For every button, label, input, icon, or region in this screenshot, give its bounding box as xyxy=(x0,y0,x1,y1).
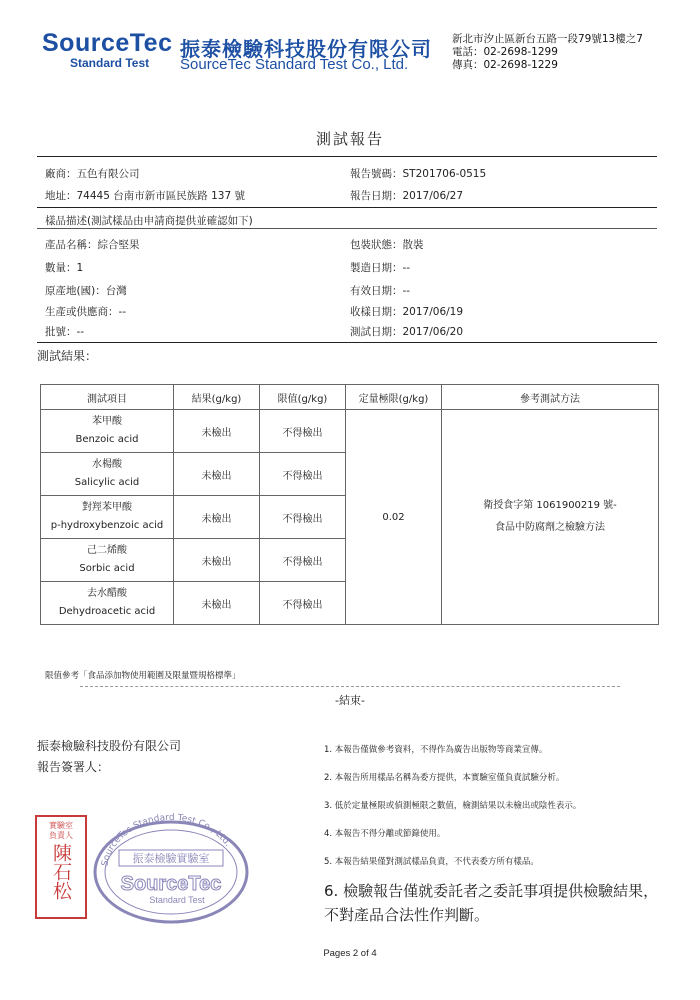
report-notes xyxy=(324,743,664,943)
personal-seal xyxy=(35,815,87,919)
test-item-zh: 對羥苯甲酸 xyxy=(82,502,132,513)
note-item: 5. 本報告結果僅對測試樣品負責，不代表委方所有樣品。 xyxy=(324,857,539,867)
limit-reference-footnote: 限值參考「食品添加物使用範圍及限量暨規格標準」 xyxy=(45,671,241,681)
company-address: 新北市汐止區新台五路一段79號13樓之7 xyxy=(452,33,643,45)
result-cell: 未檢出 xyxy=(174,453,260,496)
method-cell xyxy=(442,410,659,625)
result-cell: 未檢出 xyxy=(174,582,260,625)
manufacture-date: 製造日期：-- xyxy=(350,262,411,274)
note-item: 3. 低於定量極限或偵測極限之數值，檢測結果以未檢出或陰性表示。 xyxy=(324,801,582,811)
header-method: 參考測試方法 xyxy=(442,385,659,410)
company-name-en: SourceTec Standard Test Co., Ltd. xyxy=(180,56,409,73)
expiry-date: 有效日期：-- xyxy=(350,285,411,297)
note-item: 2. 本報告所用樣品名稱為委方提供，本實驗室僅負責試驗分析。 xyxy=(324,773,565,783)
test-item-en: Benzoic acid xyxy=(75,434,139,445)
manufacturer: 廠商：五色有限公司 xyxy=(45,168,140,180)
method-line-2: 食品中防腐劑之檢驗方法 xyxy=(495,522,605,533)
received-date: 收樣日期：2017/06/19 xyxy=(350,306,464,318)
quantity: 數量：1 xyxy=(45,262,84,274)
test-date: 測試日期：2017/06/20 xyxy=(350,326,464,338)
logo-sub-text: Standard Test xyxy=(70,56,150,70)
divider xyxy=(37,228,657,229)
loq-cell: 0.02 xyxy=(346,410,442,625)
product-name: 產品名稱：綜合堅果 xyxy=(45,239,140,251)
seal-name: 陳石松 xyxy=(50,843,72,900)
limit-cell: 不得檢出 xyxy=(260,496,346,539)
note-item: 4. 本報告不得分離或節錄使用。 xyxy=(324,829,446,839)
divider xyxy=(37,342,657,343)
method-line-1: 衛授食字第 1061900219 號- xyxy=(483,500,617,511)
company-stamp xyxy=(85,800,255,925)
report-date: 報告日期：2017/06/27 xyxy=(350,190,464,202)
test-item-en: Salicylic acid xyxy=(74,477,140,488)
result-cell: 未檢出 xyxy=(174,496,260,539)
company-logo xyxy=(42,30,177,70)
limit-cell: 不得檢出 xyxy=(260,453,346,496)
header-test-item: 測試項目 xyxy=(41,385,174,410)
page-number: Pages 2 of 4 xyxy=(323,948,377,959)
test-item-cell xyxy=(41,582,174,625)
test-item-cell xyxy=(41,453,174,496)
test-item-en: Dehydroacetic acid xyxy=(58,606,156,617)
report-number: 報告號碼：ST201706-0515 xyxy=(350,168,487,180)
batch-number: 批號：-- xyxy=(45,326,85,338)
producer: 生產或供應商：-- xyxy=(45,306,127,318)
header-limit: 限值(g/kg) xyxy=(260,385,346,410)
test-item-zh: 苯甲酸 xyxy=(92,416,122,427)
table-row xyxy=(41,410,659,453)
test-item-zh: 去水醋酸 xyxy=(87,588,127,599)
test-item-cell xyxy=(41,539,174,582)
stamp-logo-sub: Standard Test xyxy=(149,895,205,905)
header-loq: 定量極限(g/kg) xyxy=(346,385,442,410)
stamp-arc-text: SourceTec Standard Test Co., Ltd. xyxy=(100,812,233,868)
company-name-zh: 振泰檢驗科技股份有限公司 xyxy=(180,37,432,61)
divider xyxy=(37,156,657,157)
company-phone: 電話：02-2698-1299 xyxy=(452,46,558,58)
origin: 原產地(國)：台灣 xyxy=(45,285,127,297)
package-state: 包裝狀態：散裝 xyxy=(350,239,424,251)
result-cell: 未檢出 xyxy=(174,410,260,453)
test-item-en: Sorbic acid xyxy=(79,563,135,574)
page-title: 測試報告 xyxy=(315,130,384,148)
test-item-cell xyxy=(41,410,174,453)
result-cell: 未檢出 xyxy=(174,539,260,582)
seal-title-role: 負責人 xyxy=(49,831,73,840)
results-table xyxy=(40,384,659,625)
test-item-cell xyxy=(41,496,174,539)
note-item: 6. 檢驗報告僅就委託者之委託事項提供檢驗結果，不對產品合法性作判斷。 xyxy=(324,882,659,924)
signer-label: 報告簽署人： xyxy=(37,760,110,774)
sample-description: 樣品描述(測試樣品由申請商提供並確認如下) xyxy=(45,215,253,227)
divider xyxy=(80,686,620,687)
end-mark: -結束- xyxy=(335,694,365,707)
limit-cell: 不得檢出 xyxy=(260,582,346,625)
seal-title-lab: 實驗室 xyxy=(49,821,73,830)
contact-info xyxy=(452,33,643,72)
test-item-zh: 水楊酸 xyxy=(92,459,122,470)
test-item-zh: 己二烯酸 xyxy=(87,545,127,556)
stamp-center-text: 振泰檢驗實驗室 xyxy=(132,852,210,865)
manufacturer-address: 地址：74445 台南市新市區民族路 137 號 xyxy=(45,190,245,202)
test-item-en: p-hydroxybenzoic acid xyxy=(50,520,164,531)
results-label: 測試結果： xyxy=(37,349,98,363)
table-header-row xyxy=(41,385,659,410)
logo-main-text: SourceTec xyxy=(42,29,173,57)
note-item: 1. 本報告僅做參考資料，不得作為廣告出版物等商業宣傳。 xyxy=(324,745,548,755)
stamp-logo-main: SourceTec xyxy=(120,873,222,895)
limit-cell: 不得檢出 xyxy=(260,410,346,453)
limit-cell: 不得檢出 xyxy=(260,539,346,582)
signing-company: 振泰檢驗科技股份有限公司 xyxy=(37,739,182,753)
company-fax: 傳真：02-2698-1229 xyxy=(452,59,558,71)
divider xyxy=(37,207,657,208)
header-result: 結果(g/kg) xyxy=(174,385,260,410)
seal-title xyxy=(37,817,85,841)
